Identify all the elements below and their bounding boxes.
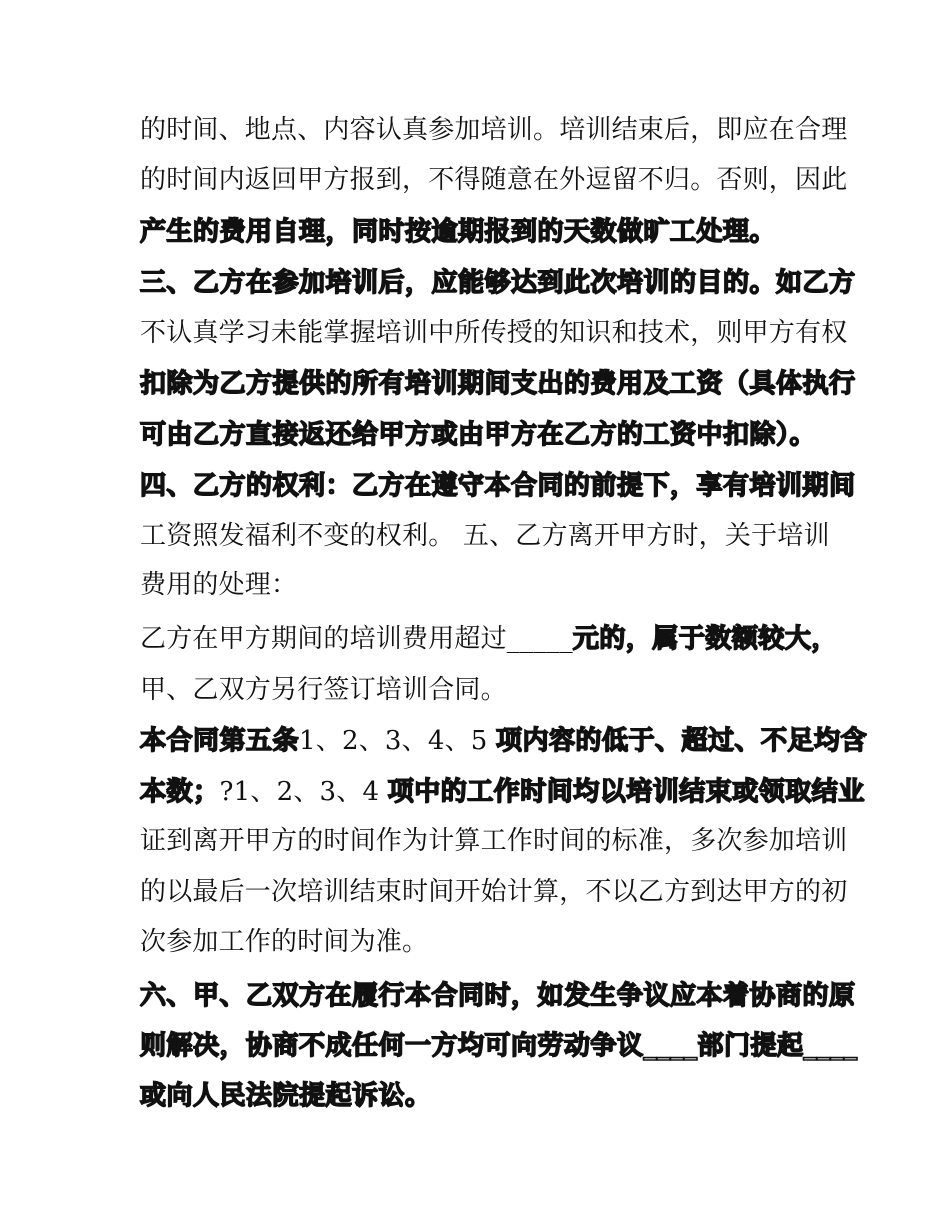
text-line-19 <box>140 1026 858 1066</box>
text-line-2 <box>140 160 848 200</box>
text-run: 项内容的低于、超过、不足均含 <box>496 726 868 756</box>
text-line-7 <box>140 415 820 455</box>
text-run: 工资照发福利不变的权利。 五、乙方离开甲方时，关于培训 <box>140 521 830 551</box>
text-run: 则解决，协商不成任何一方均可向劳动争议____部门提起____ <box>140 1031 858 1061</box>
text-line-4 <box>140 263 856 303</box>
text-line-12 <box>140 670 820 710</box>
text-run: 或向人民法院提起诉讼。 <box>140 1081 432 1111</box>
text-line-20 <box>140 1076 820 1116</box>
text-line-18 <box>140 976 856 1016</box>
text-line-1 <box>140 110 848 150</box>
text-run: 1、2、3、4、5 <box>299 726 496 756</box>
text-line-5 <box>140 313 848 353</box>
text-run: 证到离开甲方的时间作为计算工作时间的标准，多次参加培训 <box>140 826 848 856</box>
text-run: 的以最后一次培训结束时间开始计算，不以乙方到达甲方的初 <box>140 877 848 907</box>
text-run: 次参加工作的时间为准。 <box>140 927 429 957</box>
text-run: 产生的费用自理，同时按逾期报到的天数做旷工处理。 <box>140 217 777 247</box>
text-run: 四、乙方的权利：乙方在遵守本合同的前提下，享有培训期间 <box>140 471 856 501</box>
text-run: 项中的工作时间均以培训结束或领取结业 <box>387 777 865 807</box>
text-run: 六、甲、乙双方在履行本合同时，如发生争议应本着协商的原 <box>140 981 856 1011</box>
text-line-10 <box>140 565 820 605</box>
text-run: 元的，属于数额较大， <box>572 624 838 654</box>
text-run: 的时间、地点、内容认真参加培训。培训结束后，即应在合理 <box>140 115 848 145</box>
text-run: 的时间内返回甲方报到，不得随意在外逗留不归。否则，因此 <box>140 165 848 195</box>
text-line-3 <box>140 212 820 252</box>
text-line-17 <box>140 922 820 962</box>
text-line-16 <box>140 872 848 912</box>
text-line-8 <box>140 466 856 506</box>
text-line-14 <box>140 772 865 812</box>
text-line-15 <box>140 821 848 861</box>
text-line-11 <box>140 619 838 659</box>
text-run: 可由乙方直接返还给甲方或由甲方在乙方的工资中扣除）。 <box>140 420 817 450</box>
text-line-6 <box>140 364 856 404</box>
text-line-9 <box>140 516 830 556</box>
text-run: 乙方在甲方期间的培训费用超过_____ <box>140 624 573 654</box>
text-run: 甲、乙双方另行签订培训合同。 <box>140 675 507 705</box>
text-run: 费用的处理： <box>140 570 298 600</box>
text-run: ?1、2、3、4 <box>219 777 388 807</box>
text-run: 本合同第五条 <box>140 726 300 756</box>
text-run: 不认真学习未能掌握培训中所传授的知识和技术，则甲方有权 <box>140 318 848 348</box>
text-line-13 <box>140 721 868 761</box>
text-run: 扣除为乙方提供的所有培训期间支出的费用及工资（具体执行 <box>140 369 856 399</box>
text-run: 三、乙方在参加培训后，应能够达到此次培训的目的。如乙方 <box>140 268 856 298</box>
text-run: 本数； <box>140 777 220 807</box>
